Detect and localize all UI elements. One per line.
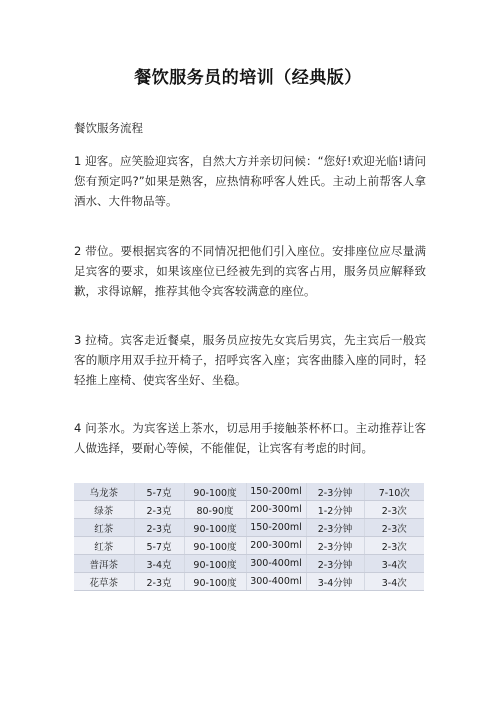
infusion-count-cell: 2-3次 — [364, 537, 424, 555]
steep-time-cell: 2-3分钟 — [306, 483, 364, 501]
tea-name-cell: 红茶 — [74, 537, 134, 555]
water-volume-cell: 200-300ml — [246, 501, 306, 519]
paragraph-text: 4 问茶水。为宾客送上茶水，切忌用手接触茶杯杯口。主动推荐让客人做选择，要耐心等候，不能催促，让宾客有考虑的时间。 — [74, 421, 426, 455]
tea-amount-cell: 5-7克 — [134, 537, 184, 555]
section-heading: 餐饮服务流程 — [74, 121, 143, 135]
tea-brewing-table — [74, 483, 424, 591]
water-temp-cell: 90-100度 — [184, 555, 246, 573]
infusion-count-cell: 3-4次 — [364, 573, 424, 591]
paragraph-text: 3 拉椅。宾客走近餐桌，服务员应按先女宾后男宾，先主宾后一般宾客的顺序用双手拉开椅子，招呼宾客入座；宾客曲膝入座的同时，轻轻推上座椅、使宾客坐好、坐稳。 — [74, 333, 426, 387]
tea-amount-cell: 5-7克 — [134, 483, 184, 501]
paragraph-chair — [74, 330, 426, 390]
tea-name-cell: 乌龙茶 — [74, 483, 134, 501]
water-volume-cell: 150-200ml — [246, 483, 306, 501]
paragraph-seating — [74, 241, 426, 301]
tea-amount-cell: 2-3克 — [134, 573, 184, 591]
steep-time-cell: 2-3分钟 — [306, 555, 364, 573]
infusion-count-cell: 3-4次 — [364, 555, 424, 573]
table-row — [74, 483, 424, 501]
tea-amount-cell: 3-4克 — [134, 555, 184, 573]
tea-name-cell: 花草茶 — [74, 573, 134, 591]
water-temp-cell: 90-100度 — [184, 519, 246, 537]
table-row — [74, 573, 424, 591]
water-volume-cell: 150-200ml — [246, 519, 306, 537]
page-title: 餐饮服务员的培训（经典版） — [134, 68, 362, 88]
paragraph-text: 1 迎客。应笑脸迎宾客，自然大方并亲切问候：“您好!欢迎光临!请问您有预定吗?”如果是熟客，应热情称呼客人姓氏。主动上前帮客人拿酒水、大件物品等。 — [74, 154, 426, 208]
table-row — [74, 501, 424, 519]
water-temp-cell: 80-90度 — [184, 501, 246, 519]
water-temp-cell: 90-100度 — [184, 573, 246, 591]
paragraph-tea — [74, 418, 426, 458]
tea-name-cell: 绿茶 — [74, 501, 134, 519]
water-temp-cell: 90-100度 — [184, 537, 246, 555]
water-volume-cell: 200-300ml — [246, 537, 306, 555]
water-volume-cell: 300-400ml — [246, 555, 306, 573]
tea-name-cell: 普洱茶 — [74, 555, 134, 573]
infusion-count-cell: 7-10次 — [364, 483, 424, 501]
table-row — [74, 537, 424, 555]
table-row — [74, 519, 424, 537]
infusion-count-cell: 2-3次 — [364, 519, 424, 537]
tea-amount-cell: 2-3克 — [134, 519, 184, 537]
tea-amount-cell: 2-3克 — [134, 501, 184, 519]
steep-time-cell: 2-3分钟 — [306, 537, 364, 555]
steep-time-cell: 2-3分钟 — [306, 519, 364, 537]
tea-name-cell: 红茶 — [74, 519, 134, 537]
table-row — [74, 555, 424, 573]
water-temp-cell: 90-100度 — [184, 483, 246, 501]
steep-time-cell: 1-2分钟 — [306, 501, 364, 519]
water-volume-cell: 300-400ml — [246, 573, 306, 591]
paragraph-text: 2 带位。要根据宾客的不同情况把他们引入座位。安排座位应尽量满足宾客的要求，如果该座位已经被先到的宾客占用，服务员应解释致歉，求得谅解，推荐其他令宾客较满意的座位。 — [74, 244, 426, 298]
steep-time-cell: 3-4分钟 — [306, 573, 364, 591]
paragraph-greeting — [74, 151, 426, 211]
infusion-count-cell: 2-3次 — [364, 501, 424, 519]
